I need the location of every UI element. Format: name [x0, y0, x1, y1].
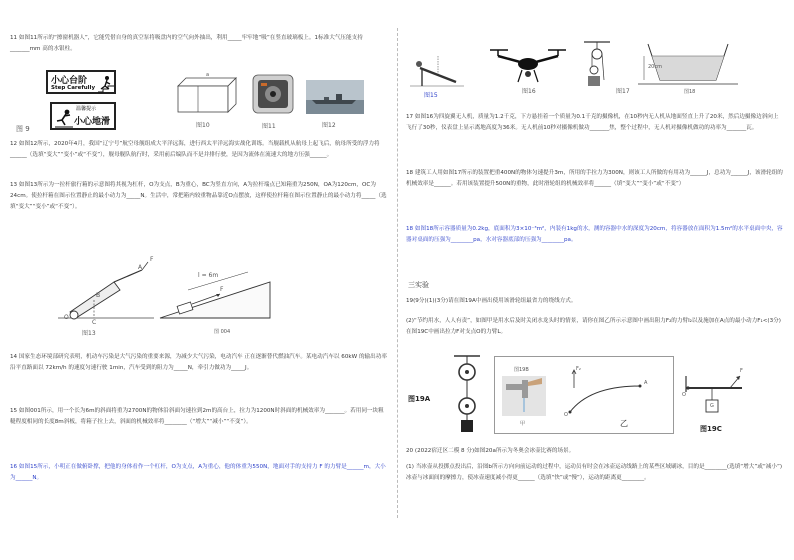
sign-step-text: 小心台阶 — [51, 76, 88, 86]
figure-13-label: 图13 — [82, 330, 96, 337]
pushup-illustration — [410, 50, 464, 90]
figure-004 — [158, 268, 278, 338]
question-12: 12 如图12所示，2020年4月，我国“辽宁号”航空母舰组成大平洋远海，进行西太平洋远海实战化训练。当舰载机从航母上起飞后，航母所受的浮力将______（选填“变大”“变小”或“不变”），舰母舰队航行时，采用前后编队而不是并排行驶，是因为流体在流速大的地方压强______。 — [10, 141, 380, 158]
figure-11-label: 图11 — [262, 123, 276, 130]
figure-19A-label: 图19A — [408, 395, 431, 403]
figure-19B-label: 图19B — [514, 367, 529, 373]
question-14: 14 国家生态环境部研究表明，机动车污染是大气污染的重要来源，为减少大气污染，电动汽车 正在逐渐替代燃油汽车。某电动汽车以 60kW 的输出功率沿平直路面以 72km/h 的速度匀速行驶 1min，汽车受到的阻力为_____N，牵引力做功为_____J。 — [10, 354, 387, 371]
figure-18-depth-label: 20cm — [648, 64, 662, 70]
right-column — [402, 0, 786, 560]
figure-19C-O-label: O — [682, 392, 686, 398]
aircraft-carrier-photo — [306, 80, 364, 114]
figure-17-label: 图17 — [616, 88, 630, 95]
figure-18-label: 图18 — [684, 89, 696, 95]
question-20-part1: (1) 当冰壶从投掷点投出后，沿图b所示方向向前运动的过程中，运动员有时会在冰壶运动线路上的某些区域刷冰，目的是________(选填“增大”或“减小”)冰壶与冰面间的摩擦力，使冰壶速度减小得更______（选填“快”或“慢”），运动的距离更________。 — [406, 464, 783, 481]
question-15: 15 如图001所示，用一个长为6m的斜面将重为2700N的物体沿斜面匀速拉到2m的高台上，拉力为1200N时斜面的机械效率为_______。若用同一块粗糙程度相同的长度8m斜板，将箱子拉上去，斜面的机械效率将________（“增大”“减小”“不变”）。 — [10, 408, 384, 425]
figure-10-a-label: a — [206, 72, 210, 78]
figure-19B-yi-label: 乙 — [620, 419, 628, 428]
question-19-part1: 19(9分)(1)(3分)请在图19A中画出使用该滑轮组最省力的绕线方式。 — [406, 298, 577, 304]
figure-13-F-label: F — [150, 256, 154, 263]
question-18b: 18 如图18所示容器质量为0.2kg，底面积为3×10⁻³m²，内装有1kg的水，测的容器中水的深度为20cm，将容器放在面积为1.5m²的水平桌面中央，容器对桌面的压强为________pa，水对容器底部的压强为________pa。 — [406, 226, 783, 243]
figure-15 — [410, 50, 464, 100]
left-column — [6, 0, 390, 560]
figure-004-F-label: F — [220, 286, 224, 293]
figure-19B — [494, 356, 674, 436]
figure-004-label: 图 004 — [214, 329, 231, 335]
figure-16 — [486, 44, 570, 96]
figure-18 — [638, 40, 742, 98]
question-13: 13 如图13所示为一拉杆旅行箱的示意图将其视为杠杆，O为支点，B为重心，BC为竖直方向，A为拉杆端点已知箱重为250N，OA为120cm，OC为24cm。使拉杆箱在图示位置静止的最小动力为_____N。生活中，常把箱内较重物品靠近O点摆放，这样使拉杆箱在图示位置静止的最小动力将_____（选填“变大”“变小”或“不变”）。 — [10, 182, 387, 210]
pulley-block-diagram — [452, 354, 482, 434]
figure-16-label: 图16 — [522, 88, 536, 95]
sign-slippery-small: 温馨提示 — [76, 106, 97, 112]
sign-slippery-floor — [50, 102, 116, 130]
slipping-person-icon — [55, 108, 73, 128]
sign-step-english: Step Carefully — [51, 85, 96, 91]
figure-13 — [56, 256, 156, 338]
figure-19B-A-label: A — [644, 380, 648, 386]
stairs-person-icon — [98, 75, 114, 93]
faucet-photo — [502, 376, 546, 416]
section-experiment-heading: 三实验 — [408, 281, 429, 289]
faucet-lever-diagram — [560, 366, 650, 422]
figure-11 — [252, 74, 298, 130]
figure-19C-label: 图19C — [700, 425, 722, 433]
luggage-lever-diagram — [56, 268, 156, 324]
figure-004-length-label: l = 6m — [198, 272, 219, 279]
figure-19A — [408, 354, 478, 436]
figure-10 — [172, 72, 242, 128]
figure-12 — [306, 80, 366, 130]
figure-9-label: 图 9 — [16, 125, 30, 133]
sign-slippery-text: 小心地滑 — [74, 117, 111, 127]
window-robot-illustration — [252, 74, 294, 114]
brick-diagram — [172, 72, 242, 116]
figure-19C — [682, 368, 748, 438]
sign-step-carefully — [46, 70, 116, 94]
figure-19B-O-label: O — [564, 412, 568, 418]
figure-10-label: 图10 — [196, 122, 210, 129]
question-19-part2: (2)“节约用水，人人有责”，如图甲是用水后及时关闭水龙头时的情景，请你在图乙所示示意图中画出阻力F₂的力臂l₂以及施加在A点的最小动力F₁<(3分)在图19C中画出拉力F对支点O的力臂L。 — [406, 318, 781, 335]
lever-weight-diagram — [682, 374, 746, 418]
figure-9 — [16, 70, 162, 136]
question-20: 20 (2022宿迁区二模 8 分)如图20a所示为冬奥会冰壶比赛的场景。 — [406, 448, 575, 454]
figure-19B-F2-label: F₂ — [576, 366, 581, 372]
figure-19C-F-label: F — [740, 368, 743, 374]
question-16: 16 如图15所示，小明正在做俯卧撑，把他的身体看作一个杠杆，O为支点，A为重心，他的体重为550N，地面对手的支持力 F 的力臂是______m，大小为______N。 — [10, 464, 386, 481]
question-11: 11 如图11所示的“擦窗机器人”，它能凭借自身的真空泵将吸盘内的空气向外抽出，利用_____牢牢地“吸”在竖直玻璃板上。1标准大气压能支持_______mm 高的水银柱。 — [10, 35, 363, 52]
figure-19C-G-label: G — [710, 403, 714, 409]
figure-17 — [582, 40, 630, 98]
figure-15-label: 图15 — [424, 92, 438, 99]
water-container-diagram — [638, 40, 738, 86]
column-divider — [397, 28, 398, 518]
pulley-diagram — [582, 40, 612, 88]
figure-13-C-label: C — [92, 319, 97, 326]
question-17: 17 如图16为四旋翼无人机，质量为1.2千克，下方悬挂着一个质量为0.1千克的摄像机，在10秒内无人机从地面竖直上升了20米，然后边摄像边斜向上飞行了30秒，仪表盘上显示离地高度为36米。无人机前10秒对摄像机做功_______焦，整个过程中，无人机对摄像机做功的功率为_______瓦。 — [406, 114, 779, 131]
quadcopter-illustration — [486, 44, 570, 84]
figure-13-B-label: B — [96, 292, 101, 299]
question-18: 18 建筑工人用如图17所示的装置把重400N的物体匀速提升3m，所用的手拉力为300N，则该工人所做的有用功为______J，总功为______J，该滑轮组的机械效率是______。若用该装置提升500N的重物，此时滑轮组的机械效率将______（填“变大”“变小”或“不变”） — [406, 170, 783, 187]
figure-13-O-label: O — [64, 314, 69, 321]
figure-12-label: 图12 — [322, 122, 336, 129]
figure-19B-jia-label: 甲 — [520, 421, 526, 427]
figure-13-A-label: A — [138, 264, 143, 271]
